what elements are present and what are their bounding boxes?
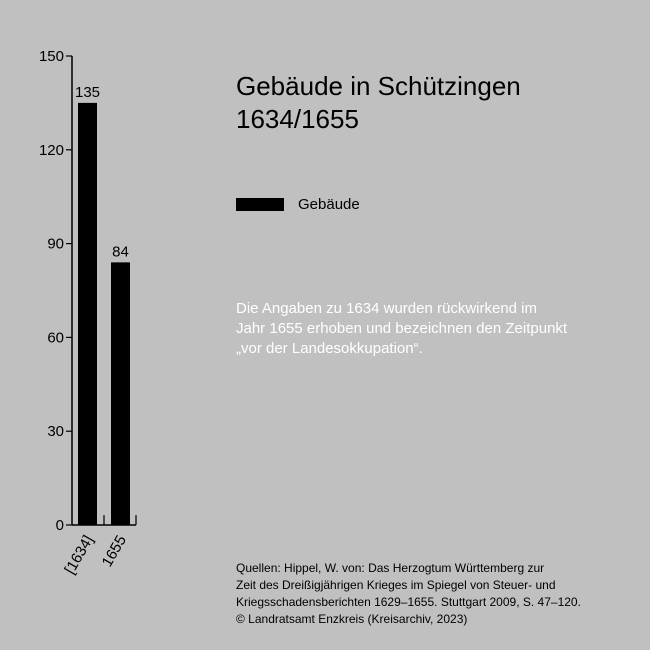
legend-swatch [236, 198, 284, 211]
y-tick-label: 150 [38, 48, 64, 65]
y-tick-label: 60 [47, 329, 64, 347]
y-tick-label: 90 [47, 235, 64, 253]
note-line-2: Jahr 1655 erhoben und bezeichnen den Zeitpunkt [236, 320, 568, 337]
source-line-1: Quellen: Hippel, W. von: Das Herzogtum Württemberg zur [236, 561, 545, 575]
legend [236, 196, 360, 213]
chart-title-line-2: 1634/1655 [236, 104, 359, 134]
source-line-4: © Landratsamt Enzkreis (Kreisarchiv, 2023) [236, 612, 468, 626]
bar [111, 262, 130, 525]
source-text [236, 560, 636, 628]
chart-title-line-1: Gebäude in Schützingen [236, 71, 521, 101]
y-tick-label: 120 [38, 141, 64, 159]
source-line-3: Kriegsschadensberichten 1629–1655. Stuttgart 2009, S. 47–120. [236, 595, 581, 609]
note-line-3: „vor der Landesokkupation“. [236, 340, 423, 357]
chart-title [236, 70, 521, 136]
x-category-label: [1634] [61, 532, 97, 578]
bar [78, 103, 97, 525]
bar-data-label: 84 [112, 243, 129, 261]
bar-data-label: 135 [74, 83, 101, 101]
note-text [236, 299, 636, 359]
x-category-label: 1655 [98, 532, 130, 570]
note-line-1: Die Angaben zu 1634 wurden rückwirkend im [236, 300, 538, 317]
y-tick-label: 0 [55, 517, 64, 534]
legend-label: Gebäude [298, 196, 360, 213]
source-line-2: Zeit des Dreißigjährigen Krieges im Spiegel von Steuer- und [236, 578, 556, 592]
y-tick-label: 30 [47, 423, 64, 441]
